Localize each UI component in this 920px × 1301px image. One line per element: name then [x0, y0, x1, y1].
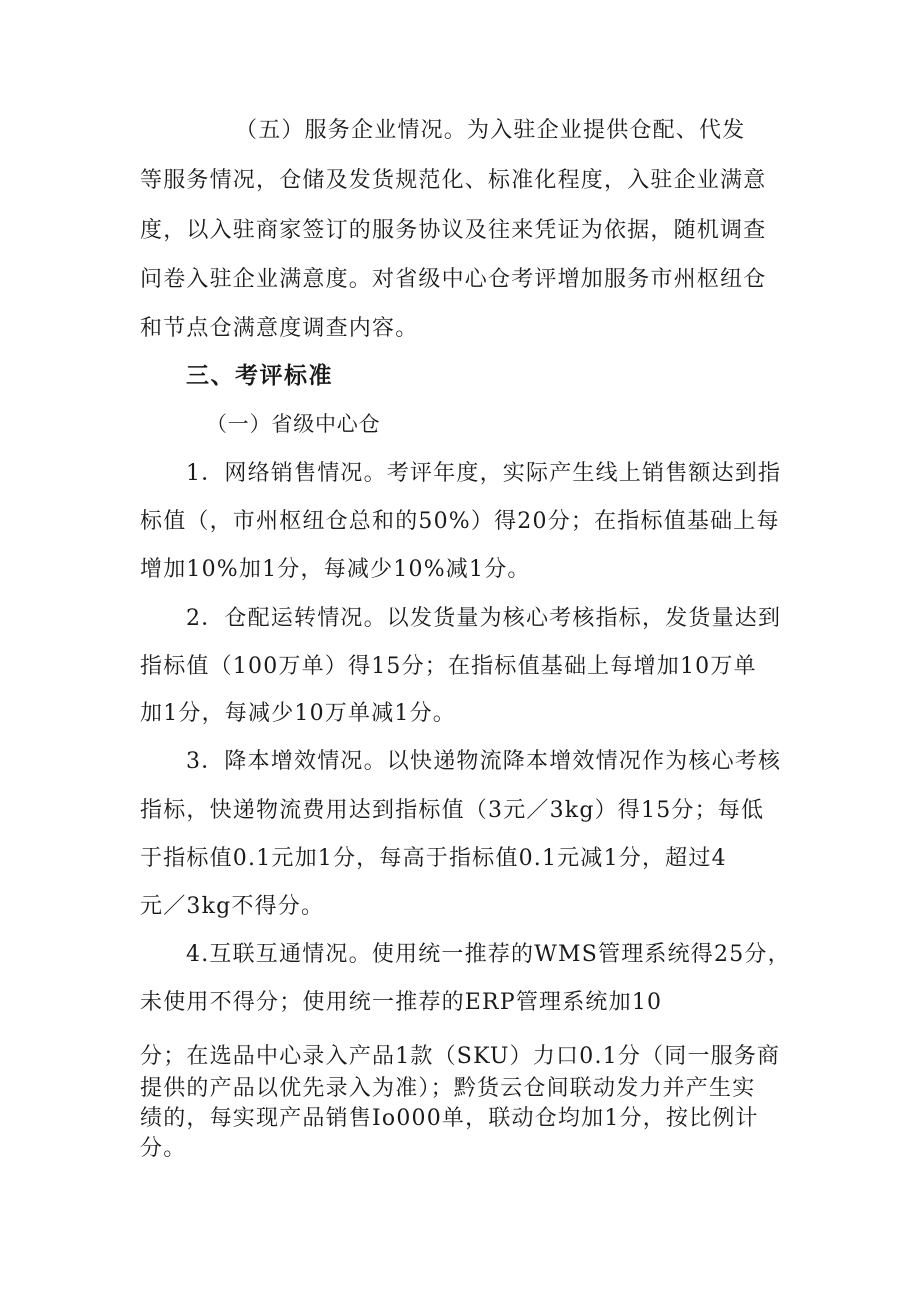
para-5-line-5: 和节点仓满意度调查内容。	[140, 316, 419, 341]
para-5-line-3: 度，以入驻商家签订的服务协议及往来凭证为依据，随机调查	[140, 218, 767, 243]
subsection-heading: （一）省级中心仓	[206, 412, 381, 436]
item-1-line-3: 增加10%加1分，每减少10%减1分。	[140, 557, 531, 582]
item-4-line-4: 提供的产品以优先录入为准）；黔货云仓间联动发力并产生实	[140, 1076, 756, 1101]
item-3-line-2: 指标，快递物流费用达到指标值（3元／3kg）得15分；每低	[140, 798, 765, 823]
item-1-line-1: 1．网络销售情况。考评年度，实际产生线上销售额达到指	[186, 461, 782, 486]
item-3-line-4: 元／3kg不得分。	[140, 894, 325, 919]
item-4-line-5: 绩的，每实现产品销售Io000单，联动仓均加1分，按比例计	[140, 1106, 759, 1131]
item-4-line-1: 4.互联互通情况。使用统一推荐的WMS管理系统得25分，	[186, 942, 791, 967]
item-3-line-1: 3．降本增效情况。以快递物流降本增效情况作为核心考核	[186, 749, 782, 774]
item-4-line-2: 未使用不得分；使用统一推荐的ERP管理系统加10	[140, 990, 663, 1015]
item-4-line-3: 分；在选品中心录入产品1款（SKU）力口0.1分（同一服务商	[140, 1044, 781, 1069]
item-4-line-6: 分。	[140, 1136, 187, 1161]
item-2-line-3: 加1分，每减少10万单减1分。	[140, 701, 456, 726]
para-5-line-2: 等服务情况，仓储及发货规范化、标准化程度，入驻企业满意	[140, 168, 767, 193]
item-2-line-2: 指标值（100万单）得15分；在指标值基础上每增加10万单	[140, 654, 757, 679]
para-5-line-1: （五）服务企业情况。为入驻企业提供仓配、代发	[235, 118, 746, 143]
item-3-line-3: 于指标值0.1元加1分，每高于指标值0.1元减1分，超过4	[140, 846, 727, 871]
item-1-line-2: 标值（，市州枢纽仓总和的50%）得20分；在指标值基础上每	[140, 509, 780, 534]
section-heading: 三、考评标准	[186, 363, 333, 389]
item-2-line-1: 2．仓配运转情况。以发货量为核心考核指标，发货量达到	[186, 606, 782, 631]
para-5-line-4: 问卷入驻企业满意度。对省级中心仓考评增加服务市州枢纽仓	[140, 267, 767, 292]
